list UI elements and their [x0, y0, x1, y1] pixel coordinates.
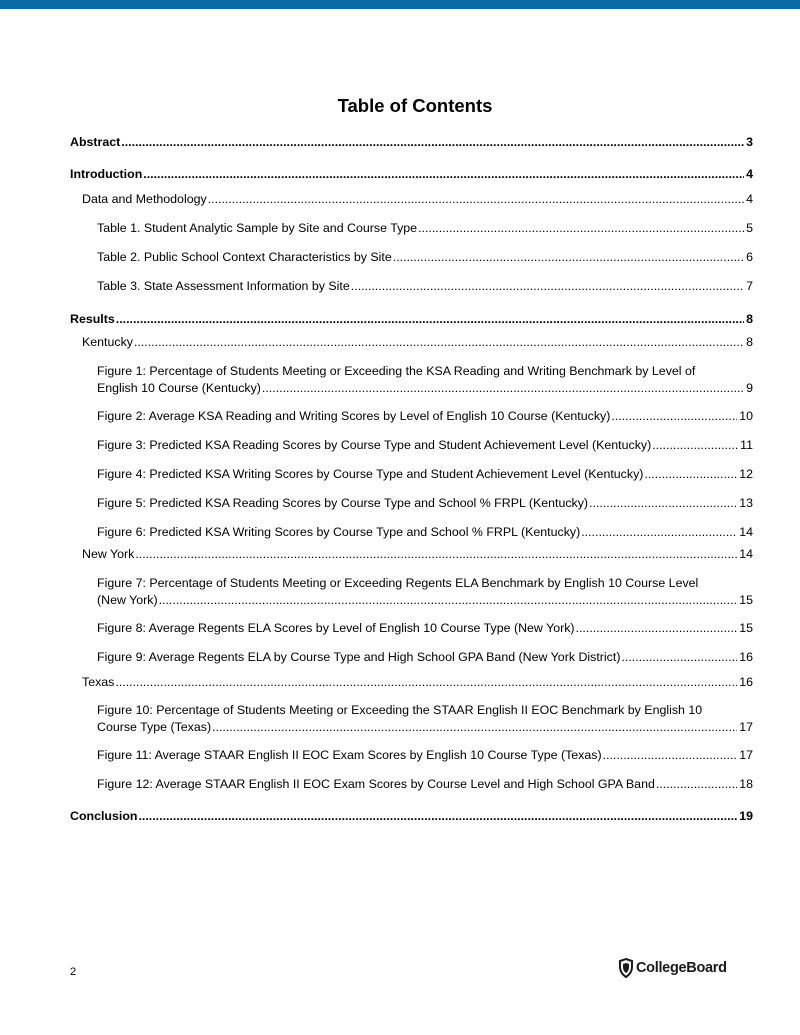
toc-section-entry[interactable] — [70, 166, 753, 183]
toc-figure-entry[interactable] — [70, 466, 753, 483]
toc-page-number: 8 — [746, 335, 753, 349]
toc-entry-text-line1: Figure 1: Percentage of Students Meeting or Exceeding the KSA Reading and Writing Benchmark by Level of — [97, 364, 696, 378]
dot-leader — [262, 380, 744, 397]
toc-entry-text: Figure 12: Average STAAR English II EOC Exam Scores by Course Level and High School GPA Band — [97, 777, 655, 791]
dot-leader — [393, 249, 744, 266]
toc-page-number: 7 — [746, 279, 753, 293]
toc-page-number: 16 — [739, 675, 753, 689]
toc-entry-text: Table 2. Public School Context Characteristics by Site — [97, 250, 392, 264]
toc-page-number: 6 — [746, 250, 753, 264]
toc-figure-entry[interactable] — [70, 220, 753, 237]
toc-figure-entry[interactable] — [70, 495, 753, 512]
toc-page-number: 14 — [739, 525, 753, 539]
page-number: 2 — [70, 966, 77, 978]
toc-entry-text: Table 3. State Assessment Information by Site — [97, 279, 350, 293]
toc-page-number: 8 — [746, 312, 753, 326]
dot-leader — [351, 278, 744, 295]
toc-page-number: 5 — [746, 221, 753, 235]
toc-entry-text: Figure 4: Predicted KSA Writing Scores by Course Type and Student Achievement Level (Kentucky) — [97, 467, 644, 481]
toc-page-number: 18 — [739, 777, 753, 791]
toc-entry-text: Figure 2: Average KSA Reading and Writing Scores by Level of English 10 Course (Kentucky) — [97, 409, 611, 423]
toc-entry-text: Figure 6: Predicted KSA Writing Scores by Course Type and School % FRPL (Kentucky) — [97, 525, 581, 539]
dot-leader — [621, 649, 737, 666]
toc-entry-text: New York — [82, 547, 135, 561]
toc-figure-entry[interactable] — [70, 278, 753, 295]
toc-page-number: 16 — [739, 650, 753, 664]
toc-figure-entry[interactable] — [70, 649, 753, 666]
toc-page-number: 15 — [739, 621, 753, 635]
toc-entry-text: Kentucky — [82, 335, 133, 349]
toc-page-number: 9 — [746, 381, 753, 395]
toc-entry-text: Figure 5: Predicted KSA Reading Scores by Course Type and School % FRPL (Kentucky) — [97, 496, 589, 510]
toc-subsection-entry[interactable] — [70, 546, 753, 563]
toc-subsection-entry[interactable] — [70, 191, 753, 208]
acorn-shield-icon — [618, 958, 634, 978]
dot-leader — [115, 674, 737, 691]
toc-entry-text: Data and Methodology — [82, 192, 207, 206]
toc-entry-text: Figure 3: Predicted KSA Reading Scores by Course Type and Student Achievement Level (Kentucky) — [97, 438, 652, 452]
dot-leader — [116, 311, 744, 328]
toc-entry-text-line1: Figure 10: Percentage of Students Meeting or Exceeding the STAAR English II EOC Benchmark by English 10 — [97, 703, 703, 717]
toc-figure-entry[interactable] — [70, 575, 753, 609]
toc-figure-entry[interactable] — [70, 747, 753, 764]
toc-section-entry[interactable] — [70, 808, 753, 825]
dot-leader — [134, 334, 744, 351]
toc-page-number: 15 — [739, 593, 753, 607]
dot-leader — [418, 220, 744, 237]
toc-figure-entry[interactable] — [70, 408, 753, 425]
toc-section-entry[interactable] — [70, 134, 753, 151]
toc-entry-text: Abstract — [70, 135, 121, 149]
toc-entry-text: Figure 8: Average Regents ELA Scores by Level of English 10 Course Type (New York) — [97, 621, 575, 635]
toc-page-number: 14 — [739, 547, 753, 561]
dot-leader — [208, 191, 744, 208]
header-accent-bar — [0, 0, 800, 9]
toc-page-number: 12 — [739, 467, 753, 481]
toc-subsection-entry[interactable] — [70, 674, 753, 691]
dot-leader — [603, 747, 738, 764]
dot-leader — [138, 808, 737, 825]
toc-figure-entry[interactable] — [70, 702, 753, 736]
toc-entry-text: English 10 Course (Kentucky) — [97, 381, 261, 395]
toc-entry-text: Course Type (Texas) — [97, 720, 212, 734]
toc-entry-text: Texas — [82, 675, 115, 689]
collegeboard-logo — [618, 958, 727, 978]
dot-leader — [159, 592, 738, 609]
toc-entry-text: Introduction — [70, 167, 143, 181]
toc-entry-text: Figure 9: Average Regents ELA by Course Type and High School GPA Band (New York District) — [97, 650, 621, 664]
toc-figure-entry[interactable] — [70, 524, 753, 541]
toc-figure-entry[interactable] — [70, 363, 753, 397]
dot-leader — [581, 524, 737, 541]
dot-leader — [644, 466, 737, 483]
dot-leader — [135, 546, 737, 563]
toc-page-number: 17 — [739, 748, 753, 762]
page-title: Table of Contents — [337, 95, 493, 116]
dot-leader — [576, 620, 738, 637]
dot-leader — [212, 719, 737, 736]
toc-section-entry[interactable] — [70, 311, 753, 328]
toc-figure-entry[interactable] — [70, 249, 753, 266]
toc-entry-text: Table 1. Student Analytic Sample by Site and Course Type — [97, 221, 418, 235]
dot-leader — [121, 134, 744, 151]
dot-leader — [652, 437, 738, 454]
dot-leader — [656, 776, 737, 793]
toc-subsection-entry[interactable] — [70, 334, 753, 351]
toc-page-number: 19 — [739, 809, 753, 823]
logo-text: CollegeBoard — [636, 960, 727, 976]
toc-page-number: 4 — [746, 192, 753, 206]
toc-entry-text: Conclusion — [70, 809, 138, 823]
toc-figure-entry[interactable] — [70, 776, 753, 793]
toc-page-number: 4 — [746, 167, 753, 181]
dot-leader — [589, 495, 737, 512]
toc-page-number: 10 — [739, 409, 753, 423]
toc-page-number: 11 — [740, 438, 753, 452]
dot-leader — [611, 408, 737, 425]
toc-page-number: 17 — [739, 720, 753, 734]
toc-figure-entry[interactable] — [70, 620, 753, 637]
toc-page-number: 3 — [746, 135, 753, 149]
toc-entry-text-line1: Figure 7: Percentage of Students Meeting or Exceeding Regents ELA Benchmark by English 10 Course Level — [97, 576, 699, 590]
toc-entry-text: Results — [70, 312, 115, 326]
toc-entry-text: (New York) — [97, 593, 158, 607]
toc-page-number: 13 — [739, 496, 753, 510]
dot-leader — [143, 166, 744, 183]
toc-entry-text: Figure 11: Average STAAR English II EOC Exam Scores by English 10 Course Type (Texas) — [97, 748, 602, 762]
toc-figure-entry[interactable] — [70, 437, 753, 454]
